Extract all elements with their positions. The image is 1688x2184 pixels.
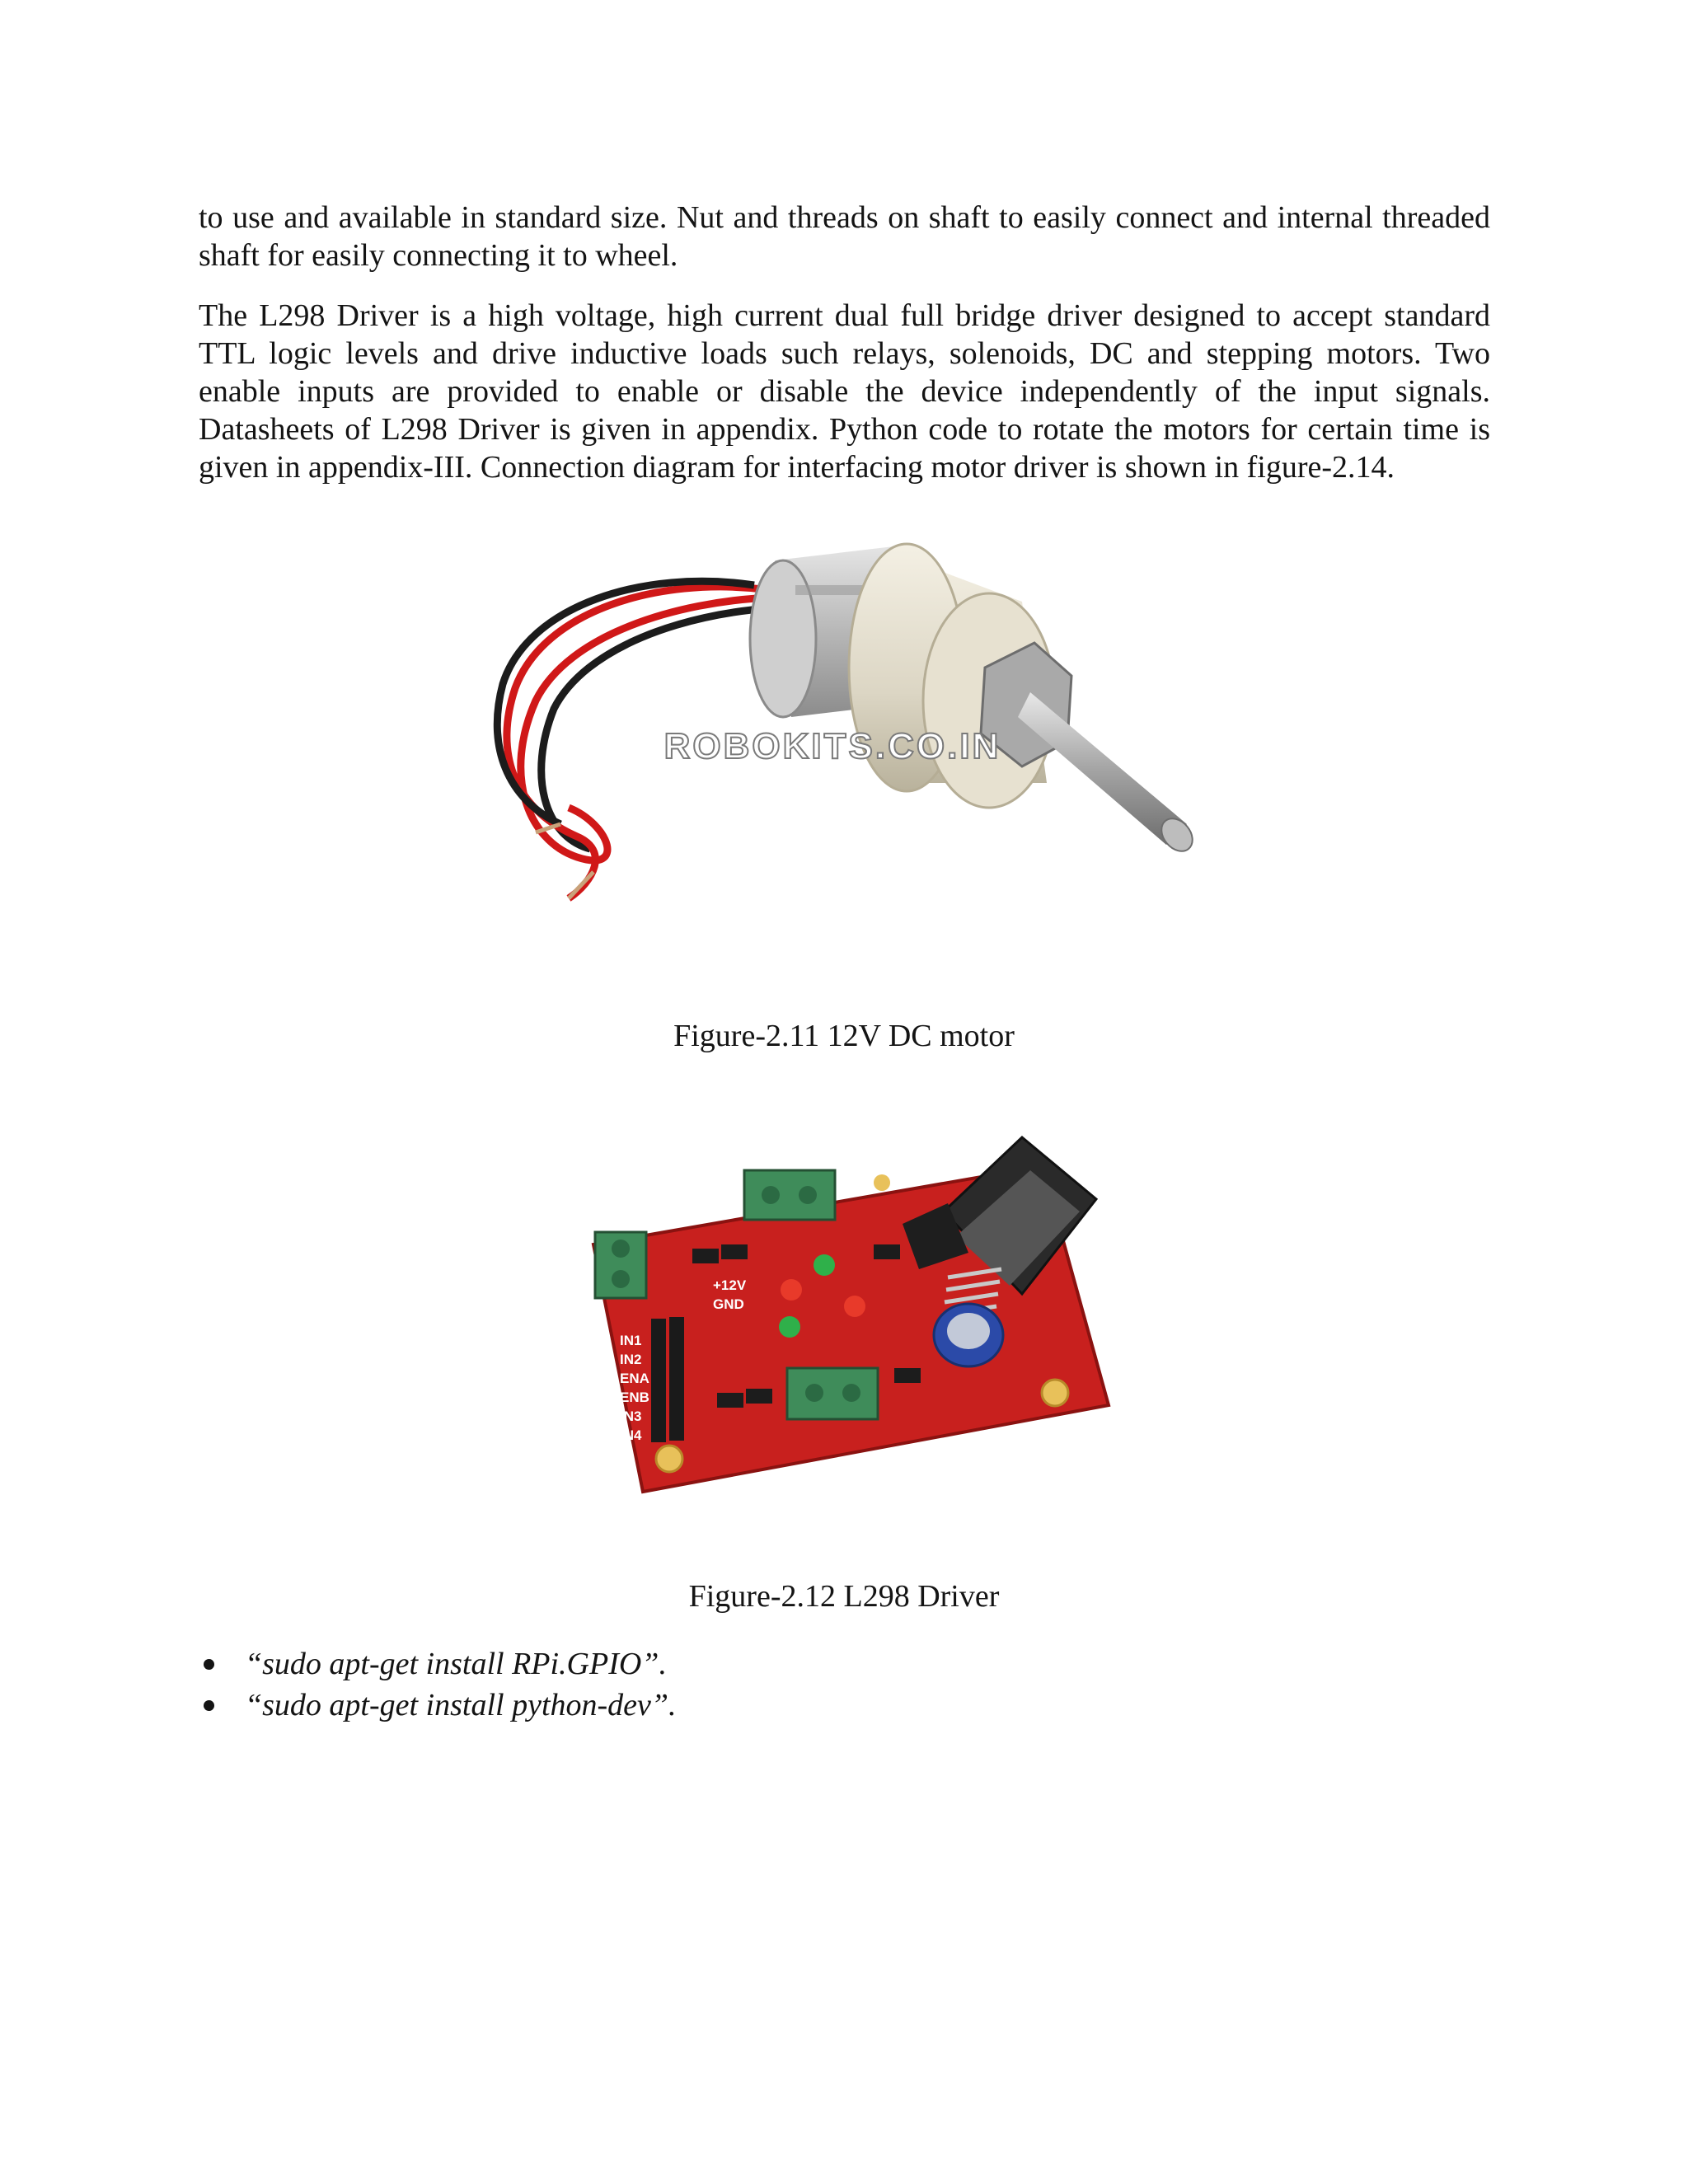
- capacitor: [934, 1304, 1003, 1366]
- l298-driver-figure: [0, 1121, 1688, 1508]
- figure-caption: Figure-2.11 12V DC motor: [673, 1019, 1015, 1053]
- led: [779, 1316, 800, 1338]
- body-paragraph: The L298 Driver is a high voltage, high current dual full bridge driver designed to accept standard TTL logic levels and drive inductive loads such relays, solenoids, DC and stepping motors. Two enable inputs are provided to enable or disable the device independently of the input signals. Datasheets of L298 Driver is given in appendix. Python code to rotate the motors for certain time is given in appendix-III. Connection diagram for interfacing motor driver is shown in figure-2.14.: [199, 298, 1490, 485]
- pin-label: ENB: [620, 1390, 649, 1405]
- pin-label: IN2: [620, 1352, 642, 1367]
- screw-terminal: [595, 1232, 646, 1298]
- bullet-list: [199, 1643, 1435, 1726]
- list-item-text: “sudo apt-get install python-dev”.: [245, 1688, 677, 1722]
- list-item-text: “sudo apt-get install RPi.GPIO”.: [245, 1647, 667, 1681]
- bullet-icon: [204, 1700, 214, 1711]
- l298-board-illustration: [0, 1121, 1688, 1508]
- body-paragraph: to use and available in standard size. Nut and threads on shaft to easily connect and internal threaded shaft for easily connecting it to wheel.: [199, 200, 1490, 273]
- pin-label: IN1: [620, 1333, 642, 1348]
- list-item: [199, 1685, 1435, 1726]
- figure-caption: Figure-2.12 L298 Driver: [688, 1579, 1000, 1614]
- silk-label: GND: [713, 1296, 744, 1312]
- pin-label: IN4: [620, 1427, 642, 1443]
- bullet-icon: [204, 1659, 214, 1670]
- screw-terminal: [787, 1368, 878, 1419]
- pin-label: IN3: [620, 1408, 642, 1424]
- screw-terminal: [744, 1170, 835, 1220]
- dc-motor-figure: [0, 511, 1688, 972]
- list-item: [199, 1643, 1435, 1685]
- silk-label: +12V: [713, 1277, 747, 1293]
- pin-label: ENA: [620, 1371, 649, 1386]
- led: [781, 1279, 802, 1301]
- led: [814, 1254, 835, 1276]
- led: [844, 1296, 865, 1317]
- dc-motor-illustration: [0, 511, 1688, 972]
- watermark: ROBOKITS.CO.IN: [663, 726, 1001, 766]
